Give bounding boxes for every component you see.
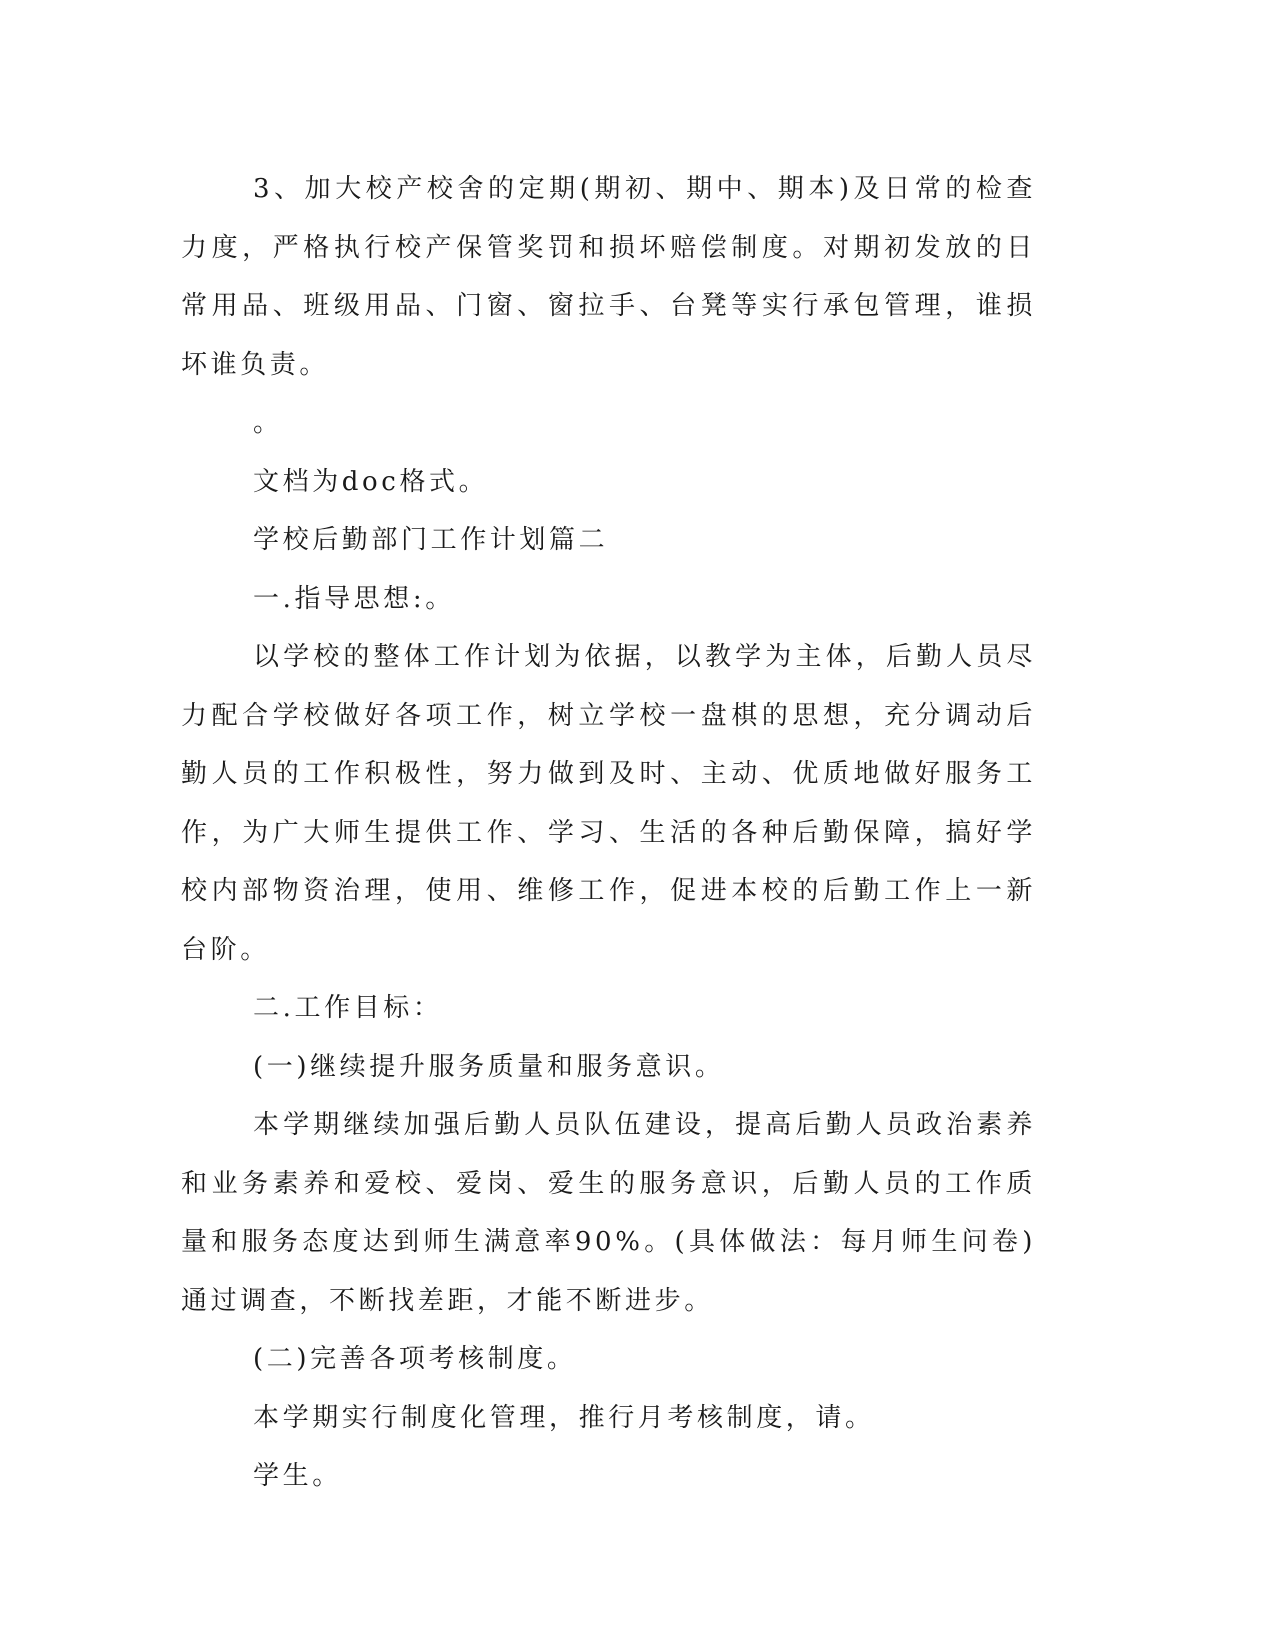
subheading-assessment: (二)完善各项考核制度。 [253,1344,577,1374]
paragraph-period: 。 [253,408,283,438]
heading-work-goals: 二.工作目标： [253,993,443,1023]
paragraph-item-3-inspection: 3、加大校产校舍的定期(期初、期中、期本)及日常的检查力度，严格执行校产保管奖罚和损坏赔偿制度。对期初发放的日常用品、班级用品、门窗、窗拉手、台凳等实行承包管理，谁损坏谁负责。 [181,174,1036,380]
paragraph-guiding-ideology: 以学校的整体工作计划为依据，以教学为主体，后勤人员尽力配合学校做好各项工作，树立学校一盘棋的思想，充分调动后勤人员的工作积极性，努力做到及时、主动、优质地做好服务工作，为广大师生提供工作、学习、生活的各种后勤保障，搞好学校内部物资治理，使用、维修工作，促进本校的后勤工作上一新台阶。 [181,642,1036,965]
heading-guiding-ideology: 一.指导思想:。 [253,583,455,614]
paragraph-service-quality: 本学期继续加强后勤人员队伍建设，提高后勤人员政治素养和业务素养和爱校、爱岗、爱生的服务意识，后勤人员的工作质量和服务态度达到师生满意率90%。(具体做法：每月师生问卷)通过调查，不断找差距，才能不断进步。 [181,1110,1036,1316]
document-body [181,160,1036,1506]
subheading-service-quality: (一)继续提升服务质量和服务意识。 [253,1051,725,1082]
section-title: 学校后勤部门工作计划篇二 [253,525,609,555]
paragraph-students: 学生。 [253,1461,342,1491]
paragraph-doc-format: 文档为doc格式。 [253,466,489,497]
paragraph-assessment: 本学期实行制度化管理，推行月考核制度，请。 [253,1402,875,1433]
